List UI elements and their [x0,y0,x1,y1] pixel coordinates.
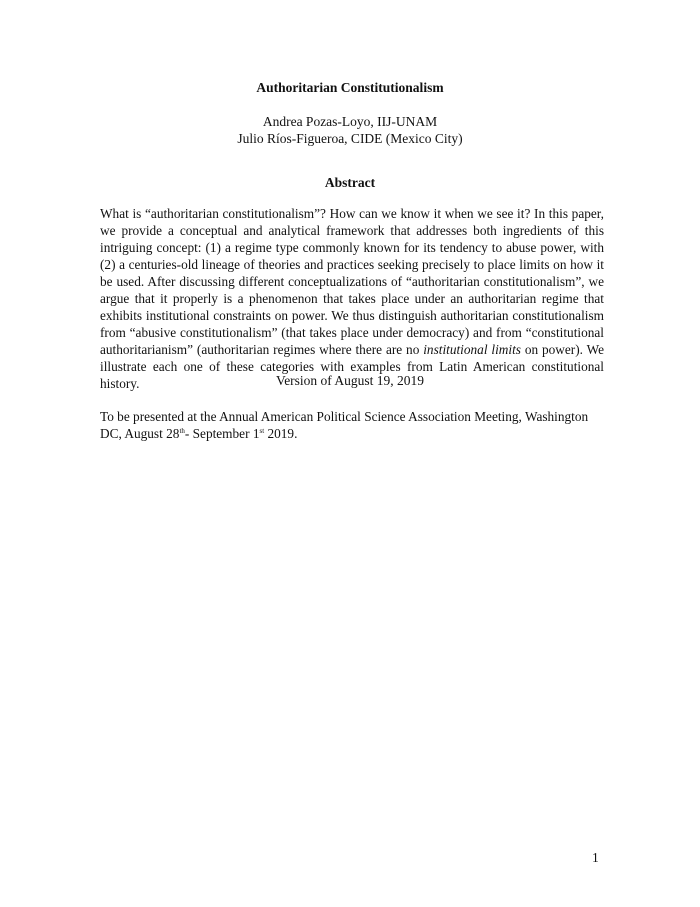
presentation-text: To be presented at the Annual American Political Science Association Meeting, Washington DC, August 28 [100,409,589,441]
author-line: Julio Ríos-Figueroa, CIDE (Mexico City) [237,131,463,146]
presentation-text: 2019. [264,426,298,441]
presentation-note [100,408,604,442]
abstract-heading: Abstract [324,175,376,190]
author-list [0,113,700,147]
abstract-text: What is “authoritarian constitutionalism”? How can we know it when we see it? In this paper, we provide a conceptual and analytical framework that addresses both ingredients of this intriguing concept: (1) a regime type commonly known for its tendency to abuse power, with (2) a centuries-old lineage of theories and practices seeking precisely to place limits on how it be used. After discussing different conceptualizations of “authoritarian constitutionalism”, we argue that it properly is a phenomenon that takes place under an authoritarian regime that exhibits institutional constraints on power. We thus distinguish authoritarian constitutionalism from “abusive constitutionalism” (that takes place under democracy) and from “constitutional authoritarianism” (authoritarian regimes where there are no [100,206,604,357]
presentation-text: - September 1 [184,426,260,441]
author-line: Andrea Pozas-Loyo, IIJ-UNAM [262,114,438,129]
page-number: 1 [592,850,599,865]
abstract-text-end: on power). We illustrate each one of these categories with examples from Latin American constitutional history. [100,342,605,391]
abstract-italic-text: institutional limits [423,342,521,357]
paper-title: Authoritarian Constitutionalism [256,80,444,95]
ordinal-suffix: th [179,427,185,435]
ordinal-suffix: st [259,427,265,435]
version-line: Version of August 19, 2019 [275,373,425,388]
abstract-body [100,205,604,392]
